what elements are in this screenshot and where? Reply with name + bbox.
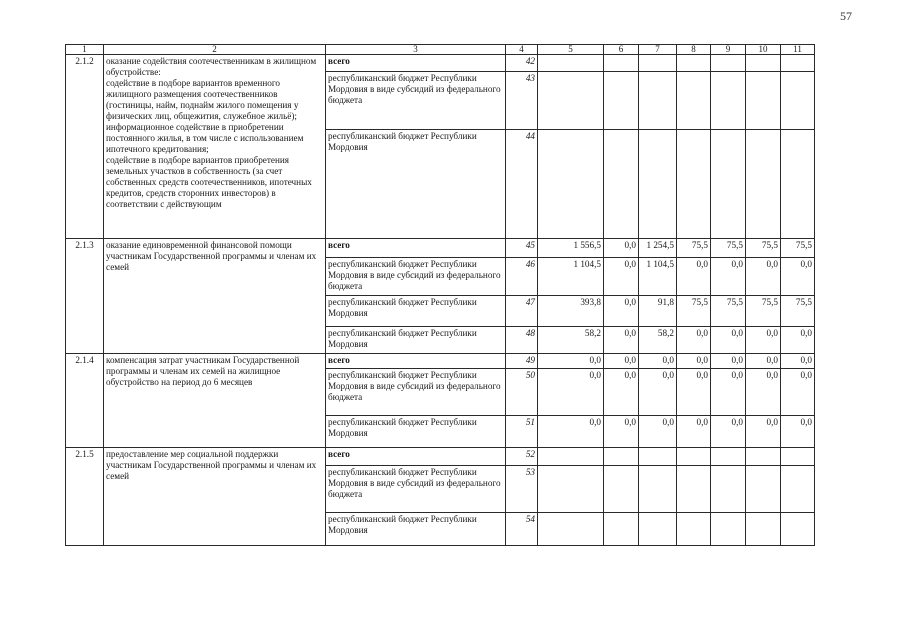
amount-cell: [677, 130, 711, 239]
amount-cell: [639, 466, 677, 513]
line-number: 49: [506, 354, 538, 369]
amount-cell: 58,2: [538, 327, 604, 354]
line-number: 54: [506, 513, 538, 546]
amount-cell: 1 254,5: [639, 239, 677, 258]
line-number: 44: [506, 130, 538, 239]
amount-cell: 0,0: [781, 354, 815, 369]
amount-cell: [639, 55, 677, 72]
amount-cell: 91,8: [639, 296, 677, 327]
item-code: 2.1.5: [66, 448, 104, 546]
line-number: 46: [506, 258, 538, 296]
amount-cell: [781, 72, 815, 130]
item-name: компенсация затрат участникам Государственной программы и членам их семей на жилищное обустройство на период до 6 месяцев: [104, 354, 326, 448]
amount-cell: 75,5: [746, 296, 781, 327]
item-code: 2.1.4: [66, 354, 104, 448]
amount-cell: [538, 72, 604, 130]
column-header: 7: [639, 45, 677, 55]
table-row: [66, 354, 815, 369]
funding-table: [65, 44, 815, 546]
amount-cell: 1 104,5: [639, 258, 677, 296]
line-number: 48: [506, 327, 538, 354]
amount-cell: 0,0: [604, 239, 639, 258]
item-name: оказание единовременной финансовой помощи участникам Государственной программы и членам их семей: [104, 239, 326, 354]
amount-cell: [677, 466, 711, 513]
line-number: 45: [506, 239, 538, 258]
funding-source: республиканский бюджет Республики Мордовия в виде субсидий из федерального бюджета: [326, 466, 506, 513]
amount-cell: [746, 466, 781, 513]
amount-cell: 0,0: [781, 369, 815, 416]
column-header: 8: [677, 45, 711, 55]
amount-cell: [711, 513, 746, 546]
column-number-row: [66, 45, 815, 55]
amount-cell: 0,0: [639, 354, 677, 369]
amount-cell: 75,5: [746, 239, 781, 258]
amount-cell: [677, 55, 711, 72]
amount-cell: 0,0: [639, 369, 677, 416]
amount-cell: 0,0: [604, 369, 639, 416]
line-number: 42: [506, 55, 538, 72]
amount-cell: 0,0: [781, 327, 815, 354]
amount-cell: [538, 130, 604, 239]
amount-cell: 0,0: [604, 327, 639, 354]
amount-cell: 0,0: [746, 327, 781, 354]
amount-cell: 0,0: [746, 258, 781, 296]
amount-cell: 0,0: [604, 416, 639, 448]
amount-cell: [746, 130, 781, 239]
amount-cell: [746, 448, 781, 466]
column-header: 10: [746, 45, 781, 55]
amount-cell: 0,0: [677, 354, 711, 369]
column-header: 2: [104, 45, 326, 55]
amount-cell: [781, 55, 815, 72]
amount-cell: 0,0: [604, 354, 639, 369]
line-number: 50: [506, 369, 538, 416]
amount-cell: [781, 466, 815, 513]
amount-cell: [781, 130, 815, 239]
page-number: 57: [840, 9, 852, 23]
amount-cell: [677, 72, 711, 130]
column-header: 4: [506, 45, 538, 55]
column-header: 6: [604, 45, 639, 55]
line-number: 43: [506, 72, 538, 130]
amount-cell: 0,0: [781, 416, 815, 448]
amount-cell: 0,0: [639, 416, 677, 448]
funding-source: республиканский бюджет Республики Мордовия: [326, 416, 506, 448]
column-header: 1: [66, 45, 104, 55]
amount-cell: 0,0: [677, 416, 711, 448]
amount-cell: 75,5: [677, 296, 711, 327]
item-name: предоставление мер социальной поддержки участникам Государственной программы и членам их семей: [104, 448, 326, 546]
funding-source: республиканский бюджет Республики Мордовия в виде субсидий из федерального бюджета: [326, 258, 506, 296]
amount-cell: [677, 513, 711, 546]
amount-cell: 0,0: [781, 258, 815, 296]
amount-cell: 0,0: [604, 296, 639, 327]
amount-cell: [711, 448, 746, 466]
amount-cell: 75,5: [781, 296, 815, 327]
line-number: 51: [506, 416, 538, 448]
amount-cell: [639, 130, 677, 239]
amount-cell: 58,2: [639, 327, 677, 354]
amount-cell: 75,5: [781, 239, 815, 258]
amount-cell: 0,0: [746, 416, 781, 448]
amount-cell: 1 104,5: [538, 258, 604, 296]
table-row: [66, 55, 815, 72]
line-number: 47: [506, 296, 538, 327]
amount-cell: [604, 130, 639, 239]
amount-cell: [711, 55, 746, 72]
item-name: оказание содействия соотечественникам в жилищном обустройстве: содействие в подборе вариантов временного жилищного размещения соотечественников (гостиницы, найм, поднайм жилого помещения у физических лиц, общежития, служебное жильё); информационное содействие в приобретении постоянного жилья, в том числе с использованием ипотечного кредитования; содействие в подборе вариантов приобретения земельных участков в собственность (за счет собственных средств соотечественников, ипотечных кредитов, средств сторонних инвесторов) в соответствии с действующим: [104, 55, 326, 239]
funding-source: республиканский бюджет Республики Мордовия в виде субсидий из федерального бюджета: [326, 72, 506, 130]
amount-cell: 0,0: [677, 327, 711, 354]
amount-cell: [677, 448, 711, 466]
funding-source: республиканский бюджет Республики Мордовия: [326, 327, 506, 354]
amount-cell: 0,0: [711, 354, 746, 369]
amount-cell: [538, 466, 604, 513]
amount-cell: [746, 72, 781, 130]
amount-cell: [604, 72, 639, 130]
amount-cell: 75,5: [711, 239, 746, 258]
amount-cell: [604, 513, 639, 546]
funding-source: всего: [326, 55, 506, 72]
amount-cell: [711, 466, 746, 513]
amount-cell: 0,0: [711, 258, 746, 296]
amount-cell: [538, 448, 604, 466]
amount-cell: 0,0: [604, 258, 639, 296]
funding-source: республиканский бюджет Республики Мордовия: [326, 130, 506, 239]
item-code: 2.1.2: [66, 55, 104, 239]
amount-cell: [538, 513, 604, 546]
amount-cell: 0,0: [746, 354, 781, 369]
line-number: 52: [506, 448, 538, 466]
amount-cell: [538, 55, 604, 72]
amount-cell: [711, 72, 746, 130]
amount-cell: [604, 466, 639, 513]
amount-cell: [781, 513, 815, 546]
table-row: [66, 239, 815, 258]
amount-cell: 0,0: [677, 369, 711, 416]
table-row: [66, 448, 815, 466]
amount-cell: 75,5: [711, 296, 746, 327]
amount-cell: 75,5: [677, 239, 711, 258]
amount-cell: 0,0: [677, 258, 711, 296]
amount-cell: [639, 513, 677, 546]
item-code: 2.1.3: [66, 239, 104, 354]
amount-cell: 0,0: [538, 354, 604, 369]
amount-cell: 0,0: [711, 369, 746, 416]
amount-cell: 0,0: [538, 416, 604, 448]
amount-cell: 0,0: [538, 369, 604, 416]
funding-source: всего: [326, 354, 506, 369]
funding-source: республиканский бюджет Республики Мордовия: [326, 513, 506, 546]
funding-source: всего: [326, 448, 506, 466]
amount-cell: 393,8: [538, 296, 604, 327]
amount-cell: [711, 130, 746, 239]
amount-cell: 0,0: [711, 416, 746, 448]
column-header: 9: [711, 45, 746, 55]
amount-cell: 0,0: [746, 369, 781, 416]
column-header: 5: [538, 45, 604, 55]
funding-source: республиканский бюджет Республики Мордовия: [326, 296, 506, 327]
amount-cell: [746, 55, 781, 72]
funding-source: республиканский бюджет Республики Мордовия в виде субсидий из федерального бюджета: [326, 369, 506, 416]
funding-source: всего: [326, 239, 506, 258]
amount-cell: [604, 55, 639, 72]
amount-cell: [746, 513, 781, 546]
column-header: 3: [326, 45, 506, 55]
amount-cell: 0,0: [711, 327, 746, 354]
amount-cell: [639, 448, 677, 466]
column-header: 11: [781, 45, 815, 55]
amount-cell: [604, 448, 639, 466]
line-number: 53: [506, 466, 538, 513]
amount-cell: [781, 448, 815, 466]
amount-cell: [639, 72, 677, 130]
amount-cell: 1 556,5: [538, 239, 604, 258]
